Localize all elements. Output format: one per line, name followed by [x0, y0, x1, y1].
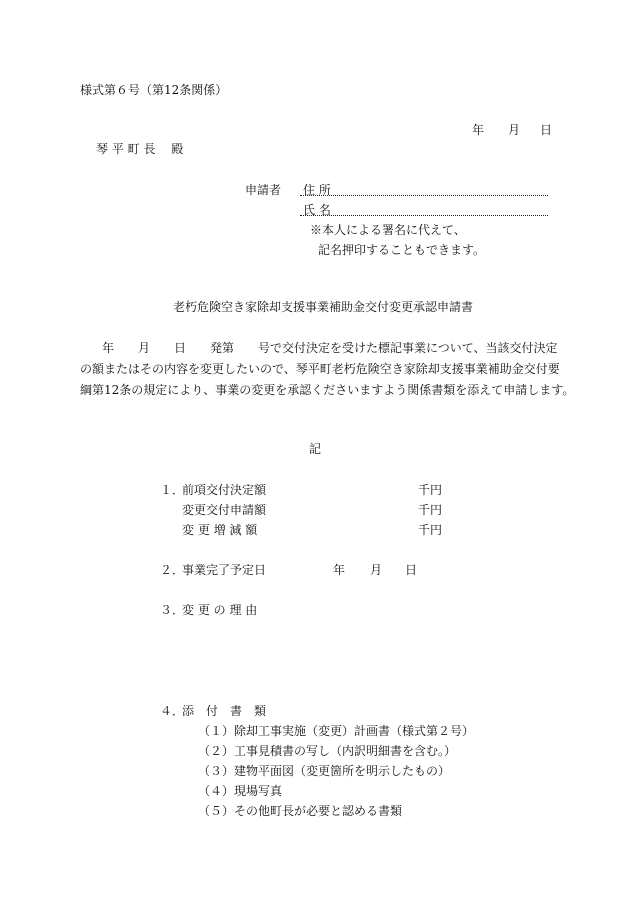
- address-label: 住 所: [303, 183, 331, 197]
- attachment-item: （５）その他町長が必要と認める書類: [198, 804, 403, 818]
- item1-changed-amount-label: 変更交付申請額: [182, 503, 267, 517]
- attachment-item: （２）工事見積書の写し（内訳明細書を含む。）: [198, 744, 457, 758]
- item2-completion-date-label: 事業完了予定日: [182, 563, 267, 577]
- body-month: 月: [138, 341, 151, 355]
- item1-prior-amount-unit: 千円: [418, 483, 443, 497]
- item1-prior-amount-label: 前項交付決定額: [182, 483, 267, 497]
- name-field-line: [300, 215, 548, 216]
- body-line1-rest: 号で交付決定を受けた標記事業について、当該交付決定: [258, 341, 558, 355]
- body-year: 年: [102, 341, 115, 355]
- item3-number: ３．: [160, 603, 185, 617]
- ki-label: 記: [309, 442, 322, 456]
- item2-month: 月: [370, 563, 383, 577]
- form-label: 様式第６号（第12条関係）: [80, 83, 228, 97]
- item1-difference-unit: 千円: [418, 523, 443, 537]
- date-year-label: 年: [472, 123, 485, 137]
- item2-year: 年: [333, 563, 346, 577]
- attachment-item: （４）現場写真: [198, 784, 283, 798]
- attachment-item: （１）除却工事実施（変更）計画書（様式第２号）: [198, 724, 475, 738]
- date-month-label: 月: [508, 123, 521, 137]
- addressee: 琴 平 町 長 殿: [96, 142, 184, 156]
- item1-difference-label: 変 更 増 減 額: [182, 523, 258, 537]
- item2-day: 日: [405, 563, 418, 577]
- body-issued-label: 発第: [210, 341, 235, 355]
- item1-changed-amount-unit: 千円: [418, 503, 443, 517]
- signature-note-line2: 記名押印することもできます。: [318, 243, 486, 257]
- date-day-label: 日: [540, 123, 553, 137]
- body-line3: 綱第12条の規定により、事業の変更を承認くださいますよう関係書類を添えて申請します。: [80, 383, 575, 397]
- body-day: 日: [174, 341, 187, 355]
- signature-note-line1: ※本人による署名に代えて、: [310, 223, 466, 237]
- address-field-line: [300, 195, 548, 196]
- attachment-item: （３）建物平面図（変更箇所を明示したもの）: [198, 764, 451, 778]
- item2-number: ２．: [160, 563, 185, 577]
- name-label: 氏 名: [303, 203, 331, 217]
- item3-reason-label: 変 更 の 理 由: [182, 603, 258, 617]
- applicant-label: 申請者: [245, 183, 282, 197]
- document-title: 老朽危険空き家除却支援事業補助金交付変更承認申請書: [173, 300, 474, 314]
- body-line2: の額またはその内容を変更したいので、琴平町老朽危険空き家除却支援事業補助金交付要: [80, 362, 560, 376]
- item4-number: ４．: [160, 704, 185, 718]
- item1-number: １．: [160, 483, 185, 497]
- item4-attachments-label: 添 付 書 類: [182, 704, 267, 718]
